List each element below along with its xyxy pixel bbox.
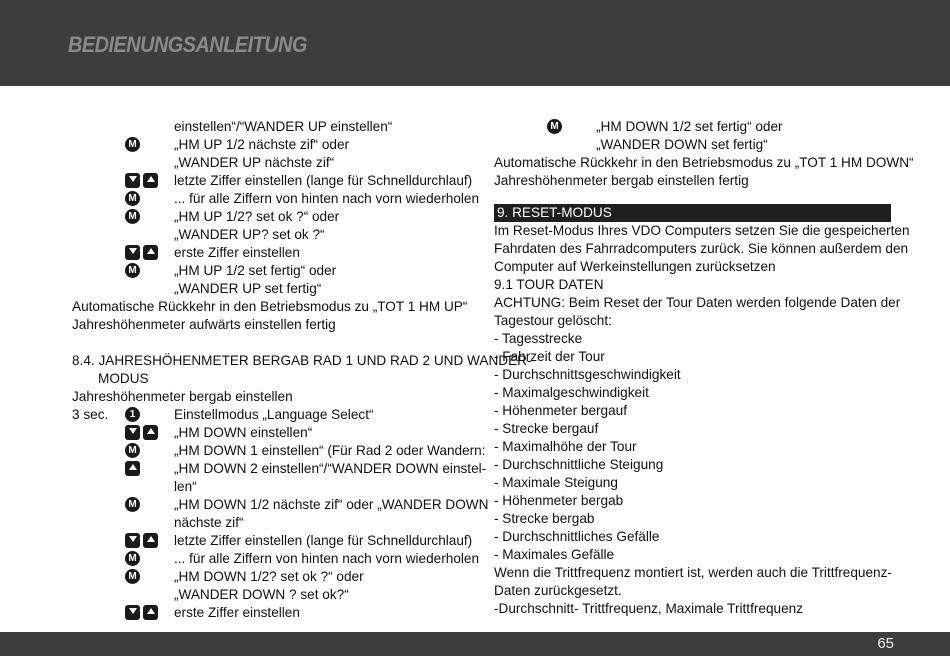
text-line: M „HM DOWN 1/2? set ok ?“ oder (72, 568, 472, 586)
text-line: M „HM UP 1/2 nächste zif“ oder (72, 136, 472, 154)
m-button-icon: M (125, 263, 140, 278)
list-item: - Maximale Steigung (494, 475, 618, 490)
text-line: M „HM DOWN 1 einstellen“ (Für Rad 2 oder Wandern: (72, 442, 472, 460)
text-line: Im Reset-Modus Ihres VDO Computers setzen Sie die gespeicherten (494, 223, 910, 238)
text-line: letzte Ziffer einstellen (lange für Schnelldurchlauf) (72, 172, 472, 190)
m-button-icon: M (125, 551, 140, 566)
text-line: Tagestour gelöscht: (494, 313, 612, 328)
section-heading-cont: MODUS (98, 371, 149, 386)
arrow-down-icon (125, 605, 140, 620)
subsection-heading: 9.1 TOUR DATEN (494, 277, 604, 292)
text-line: „HM DOWN einstellen“ (72, 424, 472, 442)
text-line: nächste zif“ (174, 515, 244, 530)
text-line: M „HM DOWN 1/2 set fertig“ oder (494, 118, 894, 136)
text-line: Computer auf Werkeinstellungen zurücksetzen (494, 259, 776, 274)
arrow-down-icon (125, 173, 140, 188)
arrow-up-icon (143, 533, 158, 548)
list-item: - Höhenmeter bergab (494, 493, 624, 508)
text-line: M ... für alle Ziffern von hinten nach vorn wiederholen (72, 550, 472, 568)
text-line: „WANDER DOWN ? set ok?“ (174, 587, 349, 602)
text-line: einstellen“/“WANDER UP einstellen“ (174, 119, 393, 134)
list-item: - Maximales Gefälle (494, 547, 615, 562)
text-line: M ... für alle Ziffern von hinten nach vorn wiederholen (72, 190, 472, 208)
m-button-icon: M (125, 497, 140, 512)
list-item: - Maximalgeschwindigkeit (494, 385, 649, 400)
hold-duration-label: 3 sec. (72, 407, 109, 422)
list-item: - Höhenmeter bergauf (494, 403, 627, 418)
right-column (494, 118, 914, 618)
text-line: 3 sec. 1 Einstellmodus „Language Select“ (72, 407, 374, 422)
list-item: - Fahrzeit der Tour (494, 349, 605, 364)
m-button-icon: M (125, 209, 140, 224)
arrow-up-icon (143, 173, 158, 188)
m-button-icon: M (125, 569, 140, 584)
text-line: Automatische Rückkehr in den Betriebsmodus zu „TOT 1 HM UP“ (72, 299, 468, 314)
text-line: -Durchschnitt- Trittfrequenz, Maximale Trittfrequenz (494, 601, 803, 616)
text-line: Automatische Rückkehr in den Betriebsmodus zu „TOT 1 HM DOWN“ (494, 155, 914, 170)
list-item: - Maximalhöhe der Tour (494, 439, 637, 454)
list-item: - Durchschnittliches Gefälle (494, 529, 660, 544)
m-button-icon: M (125, 191, 140, 206)
arrow-down-icon (125, 533, 140, 548)
arrow-up-icon (143, 245, 158, 260)
text-line: letzte Ziffer einstellen (lange für Schnelldurchlauf) (72, 532, 472, 550)
arrow-up-icon (125, 461, 140, 476)
list-item: - Strecke bergab (494, 511, 595, 526)
header-title: BEDIENUNGSANLEITUNG (68, 32, 307, 57)
text-line: „WANDER UP nächste zif“ (174, 155, 335, 170)
text-line: erste Ziffer einstellen (72, 604, 472, 622)
page-header (0, 0, 950, 86)
text-line: Jahreshöhenmeter bergab einstellen fertig (494, 173, 749, 188)
text-line: Fahrdaten des Fahrradcomputers zurück. Sie können außerdem den (494, 241, 909, 256)
text-line: M „HM DOWN 1/2 nächste zif“ oder „WANDER DOWN (72, 496, 472, 514)
text-line: Jahreshöhenmeter bergab einstellen (72, 389, 293, 404)
arrow-up-icon (143, 605, 158, 620)
list-item: - Tagesstrecke (494, 331, 583, 346)
page-number: 65 (877, 635, 894, 652)
text-line: „WANDER UP set fertig“ (174, 281, 322, 296)
list-item: - Strecke bergauf (494, 421, 599, 436)
text-line: erste Ziffer einstellen (72, 244, 472, 262)
text-line: ACHTUNG: Beim Reset der Tour Daten werden folgende Daten der (494, 295, 901, 310)
arrow-down-icon (125, 245, 140, 260)
list-item: - Durchschnittliche Steigung (494, 457, 664, 472)
text-line: Jahreshöhenmeter aufwärts einstellen fertig (72, 317, 336, 332)
section-heading-bar: 9. RESET-MODUS (494, 204, 891, 222)
text-line: Wenn die Trittfrequenz montiert ist, werden auch die Trittfrequenz- (494, 565, 892, 580)
list-item: - Durchschnittsgeschwindigkeit (494, 367, 681, 382)
text-line: M „HM UP 1/2? set ok ?“ oder (72, 208, 472, 226)
text-line: Daten zurückgesetzt. (494, 583, 622, 598)
arrow-up-icon (143, 425, 158, 440)
section-heading: 8.4. JAHRESHÖHENMETER BERGAB RAD 1 UND RAD 2 UND WANDER- (72, 353, 532, 368)
button-1-icon: 1 (125, 407, 140, 422)
text-line: „WANDER DOWN set fertig“ (596, 137, 768, 152)
m-button-icon: M (547, 119, 562, 134)
page-footer (0, 632, 950, 656)
text-line: „HM DOWN 2 einstellen“/“WANDER DOWN einstel- (72, 460, 472, 478)
text-line: „WANDER UP? set ok ?“ (174, 227, 325, 242)
text-line: M „HM UP 1/2 set fertig“ oder (72, 262, 472, 280)
reset-item-list (494, 330, 894, 564)
left-column (72, 118, 532, 622)
text-line: len“ (174, 479, 197, 494)
arrow-down-icon (125, 425, 140, 440)
m-button-icon: M (125, 443, 140, 458)
m-button-icon: M (125, 137, 140, 152)
